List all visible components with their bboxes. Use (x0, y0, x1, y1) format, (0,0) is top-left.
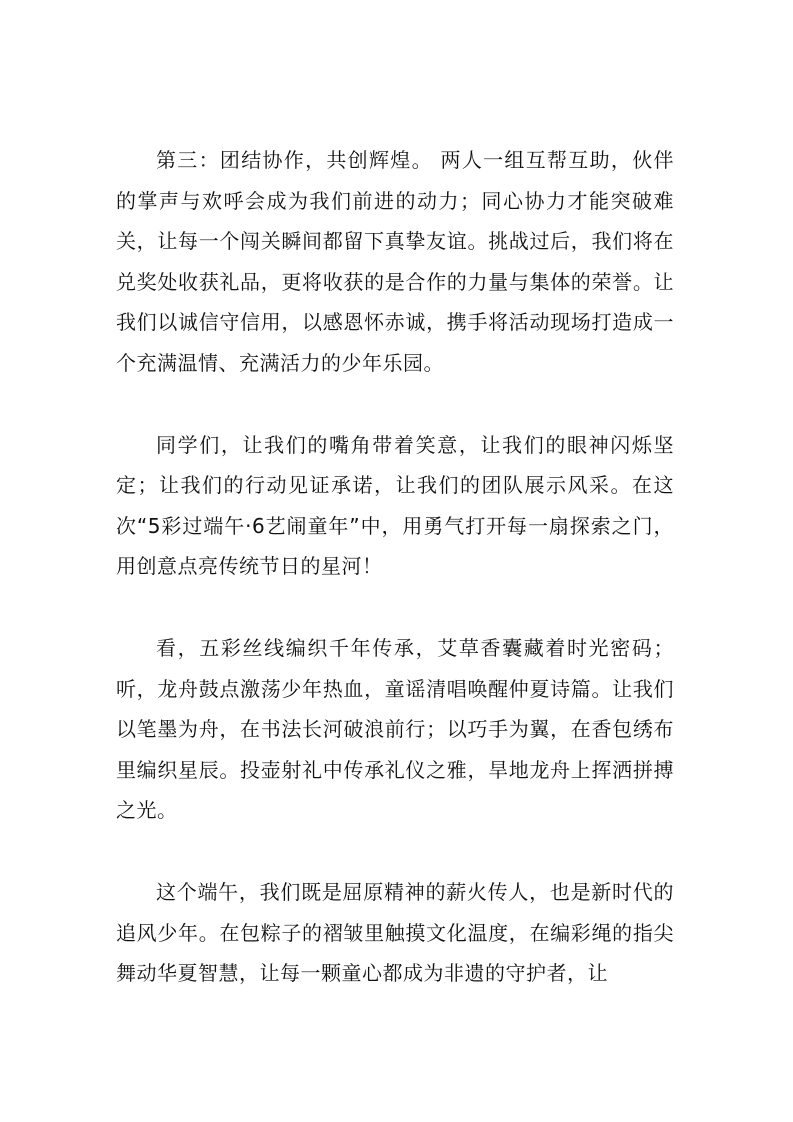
document-body (116, 140, 674, 1035)
paragraph-students: 同学们，让我们的嘴角带着笑意，让我们的眼神闪烁坚定；让我们的行动见证承诺，让我们的团队展示风采。在这次“5彩过端午·6艺闹童年”中，用勇气打开每一扇探索之门，用创意点亮传统节日的星河！ (116, 432, 674, 579)
paragraph-dragon-boat-festival: 这个端午，我们既是屈原精神的薪火传人，也是新时代的追风少年。在包粽子的褶皱里触摸文化温度，在编彩绳的指尖舞动华夏智慧，让每一颗童心都成为非遗的守护者，让 (116, 879, 674, 986)
paragraph-traditions: 看，五彩丝线编织千年传承，艾草香囊藏着时光密码；听，龙舟鼓点激荡少年热血，童谣清唱唤醒仲夏诗篇。让我们以笔墨为舟，在书法长河破浪前行；以巧手为翼，在香包绣布里编织星辰。投壶射礼中传承礼仪之雅，旱地龙舟上挥洒拼搏之光。 (116, 635, 674, 823)
paragraph-teamwork: 第三：团结协作，共创辉煌。 两人一组互帮互助，伙伴的掌声与欢呼会成为我们前进的动力；同心协力才能突破难关，让每一个闯关瞬间都留下真挚友谊。挑战过后，我们将在兑奖处收获礼品，更将收获的是合作的力量与集体的荣誉。让我们以诚信守信用，以感恩怀赤诚，携手将活动现场打造成一个充满温情、充满活力的少年乐园。 (116, 148, 674, 375)
